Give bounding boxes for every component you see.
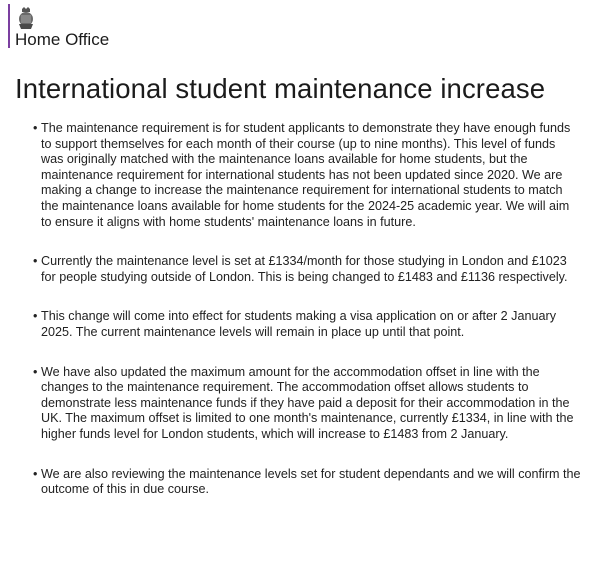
- bullet-text: We have also updated the maximum amount for the accommodation offset in line with the changes to the maintenance requirement. The accommodation offset allows students to demonstrate less maintenance funds if they have paid a deposit for their accommodation in the UK. The maximum offset is limited to one month's maintenance, currently £1334, in line with the higher funds level for London students, which will increase to £1483 from 2 January.: [41, 364, 574, 441]
- bullet-text: Currently the maintenance level is set at £1334/month for those studying in London and £1023 for people studying outside of London. This is being changed to £1483 and £1136 respectively.: [41, 254, 568, 284]
- bullet-marker: •: [33, 364, 38, 379]
- bullet-text: We are also reviewing the maintenance levels set for student dependants and we will confirm the outcome of this in due course.: [41, 466, 581, 497]
- bullet-list: [33, 121, 581, 522]
- home-office-logo: [8, 4, 110, 49]
- bullet-marker: •: [33, 309, 38, 324]
- list-item: [33, 121, 581, 230]
- list-item: [33, 365, 581, 443]
- bullet-marker: •: [33, 121, 38, 135]
- list-item: [33, 467, 581, 498]
- page-title: International student maintenance increase: [15, 73, 546, 104]
- list-item: [33, 309, 581, 340]
- org-name: Home Office: [15, 30, 110, 49]
- bullet-text: The maintenance requirement is for student applicants to demonstrate they have enough funds to support themselves for each month of their course (up to nine months). This level of funds was originally matched with the maintenance loans available for home students, but the maintenance requirement for international students has not been updated since 2020. We are making a change to increase the maintenance requirement for international students to match the maintenance loans available for home students for the 2024-25 academic year. We will aim to ensure it aligns with home students' maintenance loans in future.: [41, 121, 571, 229]
- bullet-text: This change will come into effect for students making a visa application on or after 2 January 2025. The current maintenance levels will remain in place up until that point.: [41, 309, 556, 339]
- bullet-marker: •: [33, 466, 38, 481]
- bullet-marker: •: [33, 254, 38, 269]
- list-item: [33, 254, 581, 285]
- crest-graphic: [16, 6, 36, 30]
